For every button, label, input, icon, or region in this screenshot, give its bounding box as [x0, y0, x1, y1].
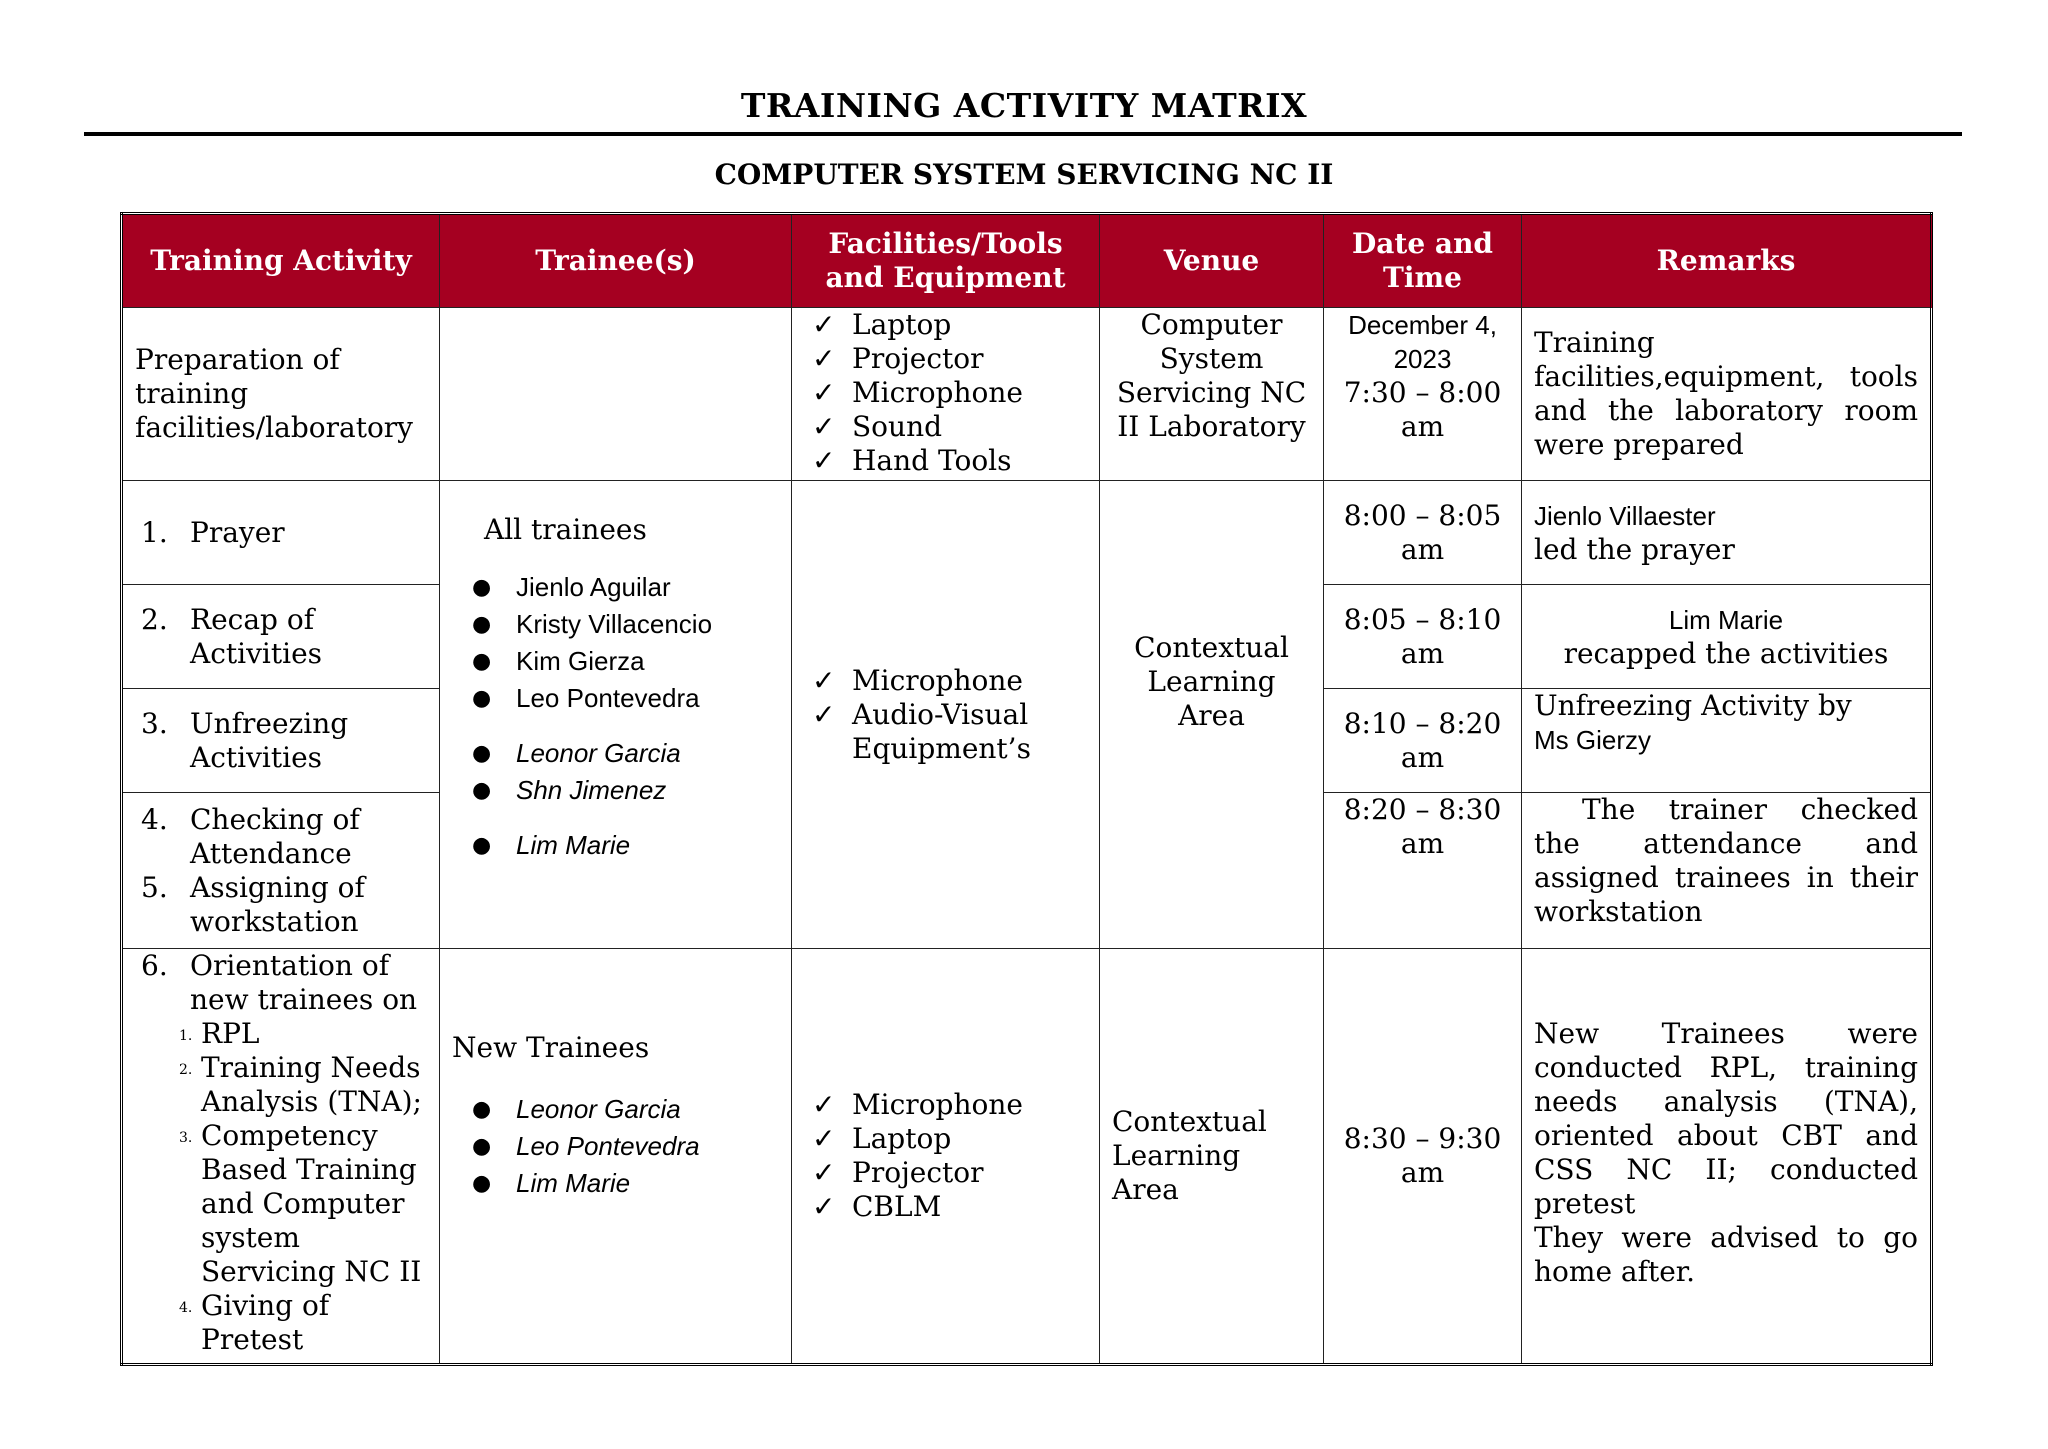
- bullet-icon: ●: [472, 686, 492, 711]
- time-text: 8:00 – 8:05 am: [1343, 498, 1502, 566]
- tool-label: Projector: [852, 1156, 984, 1189]
- list-item: [804, 410, 1087, 444]
- remarks-cell: [1522, 308, 1932, 481]
- activity-cell: [122, 481, 440, 585]
- trainees-cell: [440, 308, 792, 481]
- sub-item-number: 2.: [179, 1062, 193, 1078]
- list-item: [452, 1128, 779, 1165]
- title-rule: [84, 132, 1962, 136]
- check-icon: ✓: [812, 697, 836, 731]
- remarks-text: recapped the activities: [1563, 636, 1889, 670]
- list-item: [135, 949, 427, 1017]
- table-row: [122, 308, 1932, 481]
- header-date-time: Date and Time: [1324, 214, 1522, 308]
- venue-text: Computer System Servicing NC II Laboratory: [1116, 308, 1307, 443]
- remarks-cell: [1522, 481, 1932, 585]
- header-remarks: Remarks: [1522, 214, 1932, 308]
- remarks-name: Lim Marie: [1668, 604, 1784, 635]
- activity-matrix-table: [120, 212, 1933, 1366]
- trainee-name: Lim Marie: [516, 1168, 631, 1198]
- remarks-text: Training facilities,equipment, tools and the laboratory room were prepared: [1534, 326, 1918, 461]
- activity-cell: [122, 585, 440, 689]
- list-item: [804, 444, 1087, 478]
- remarks-text: Unfreezing Activity by: [1534, 689, 1852, 722]
- date-text: December 4, 2023: [1348, 310, 1497, 374]
- time-text: 8:30 – 9:30 am: [1343, 1122, 1502, 1189]
- list-item: [804, 376, 1087, 410]
- spacer: [452, 809, 779, 827]
- activity-text: Prayer: [190, 515, 285, 549]
- list-item: [452, 1165, 779, 1202]
- check-icon: ✓: [812, 1088, 836, 1121]
- header-venue: Venue: [1100, 214, 1324, 308]
- tool-label: Hand Tools: [852, 444, 1012, 477]
- trainee-name: Leo Pontevedra: [516, 683, 700, 713]
- trainees-list: [452, 735, 779, 809]
- header-training-activity: Training Activity: [122, 214, 440, 308]
- tool-label: CBLM: [852, 1190, 942, 1223]
- bullet-icon: ●: [472, 1097, 492, 1122]
- list-item: [804, 1088, 1087, 1122]
- trainees-cell: [440, 481, 792, 949]
- sub-item-text: Competency Based Training and Computer system Servicing NC II: [201, 1119, 422, 1288]
- tools-cell: [792, 481, 1100, 949]
- remarks-name: Jienlo Villaester: [1534, 500, 1716, 531]
- tool-label: Audio-Visual Equipment’s: [852, 697, 1031, 765]
- list-item: [135, 707, 427, 775]
- tool-label: Microphone: [852, 376, 1023, 409]
- list-item: [135, 603, 427, 671]
- list-item: [452, 735, 779, 772]
- trainees-list: [452, 569, 779, 717]
- tool-label: Sound: [852, 410, 943, 443]
- item-number: 3.: [141, 706, 168, 740]
- bullet-icon: ●: [472, 741, 492, 766]
- activity-matrix-frame: [120, 212, 1930, 1366]
- time-text: 7:30 – 8:00 am: [1343, 376, 1502, 443]
- tools-list: [804, 1088, 1087, 1224]
- tool-label: Microphone: [852, 1088, 1023, 1121]
- list-item: [804, 698, 1087, 766]
- bullet-icon: ●: [472, 778, 492, 803]
- check-icon: ✓: [812, 410, 836, 443]
- sub-item-number: 4.: [179, 1300, 193, 1316]
- list-item: [804, 1156, 1087, 1190]
- list-item: [135, 1289, 427, 1357]
- list-item: [452, 680, 779, 717]
- header-trainees: Trainee(s): [440, 214, 792, 308]
- remarks-cell: [1522, 949, 1932, 1365]
- bullet-icon: ●: [472, 833, 492, 858]
- remarks-cell: [1522, 793, 1932, 949]
- remarks-cell: [1522, 585, 1932, 689]
- trainee-name: Lim Marie: [516, 830, 631, 860]
- list-item: [452, 772, 779, 809]
- header-facilities: Facilities/Tools and Equipment: [792, 214, 1100, 308]
- remarks-text: The trainer checked the attendance and assigned trainees in their workstation: [1534, 793, 1918, 928]
- item-number: 2.: [141, 602, 168, 636]
- list-item: [452, 606, 779, 643]
- list-item: [135, 1119, 427, 1289]
- trainee-name: Leo Pontevedra: [516, 1131, 700, 1161]
- tools-cell: [792, 308, 1100, 481]
- trainee-name: Leonor Garcia: [516, 1094, 681, 1124]
- list-item: [804, 664, 1087, 698]
- list-item: [452, 643, 779, 680]
- bullet-icon: ●: [472, 1171, 492, 1196]
- bullet-icon: ●: [472, 1134, 492, 1159]
- activity-text: Recap of Activities: [190, 602, 323, 670]
- list-item: [452, 827, 779, 864]
- trainees-list: [452, 1091, 779, 1202]
- trainee-name: Leonor Garcia: [516, 738, 681, 768]
- activity-text: Orientation of new trainees on: [190, 949, 418, 1016]
- trainees-heading: New Trainees: [452, 1031, 650, 1064]
- trainees-heading: All trainees: [484, 513, 647, 546]
- list-item: [135, 871, 427, 939]
- remarks-text: New Trainees were conducted RPL, training needs analysis (TNA), oriented about CBT and CSS NC II; conducted pretest: [1534, 1017, 1918, 1220]
- spacer: [452, 717, 779, 735]
- sub-item-number: 1.: [179, 1028, 193, 1044]
- list-item: [452, 569, 779, 606]
- activity-cell: [122, 308, 440, 481]
- check-icon: ✓: [812, 1122, 836, 1155]
- venue-text: Contextual Learning Area: [1112, 1105, 1267, 1206]
- list-item: [804, 308, 1087, 342]
- sub-item-text: Training Needs Analysis (TNA);: [201, 1051, 422, 1118]
- document-title: TRAINING ACTIVITY MATRIX: [740, 86, 1308, 125]
- header-row: [122, 214, 1932, 308]
- activity-cell: [122, 689, 440, 793]
- check-icon: ✓: [812, 342, 836, 375]
- time-text: 8:05 – 8:10 am: [1343, 602, 1502, 670]
- time-text: 8:20 – 8:30 am: [1343, 793, 1502, 860]
- check-icon: ✓: [812, 663, 836, 697]
- trainee-name: Jienlo Aguilar: [516, 572, 671, 602]
- list-item: [804, 1122, 1087, 1156]
- activity-text: Checking of Attendance: [190, 802, 360, 870]
- time-cell: [1324, 949, 1522, 1365]
- activity-text: Unfreezing Activities: [190, 706, 349, 774]
- tools-list: [804, 308, 1087, 478]
- activity-cell: [122, 793, 440, 949]
- time-cell: [1324, 793, 1522, 949]
- item-number: 1.: [141, 515, 168, 549]
- table-row: [122, 481, 1932, 585]
- venue-cell: [1100, 308, 1324, 481]
- sub-item-number: 3.: [179, 1130, 193, 1146]
- bullet-icon: ●: [472, 575, 492, 600]
- list-item: [135, 1017, 427, 1051]
- table-row: [122, 949, 1932, 1365]
- check-icon: ✓: [812, 1190, 836, 1223]
- list-item: [135, 1051, 427, 1119]
- remarks-text: They were advised to go home after.: [1534, 1221, 1918, 1288]
- list-item: [452, 1091, 779, 1128]
- trainee-name: Kim Gierza: [516, 646, 645, 676]
- item-number: 4.: [141, 802, 168, 836]
- trainees-list: [452, 827, 779, 864]
- activity-text: Preparation of training facilities/laboratory: [135, 343, 414, 444]
- remarks-cell: [1522, 689, 1932, 793]
- sub-item-text: Giving of Pretest: [201, 1289, 330, 1356]
- list-item: [804, 342, 1087, 376]
- venue-cell: [1100, 481, 1324, 949]
- remarks-text: led the prayer: [1534, 532, 1735, 566]
- sub-item-text: RPL: [201, 1017, 260, 1050]
- tool-label: Laptop: [852, 308, 952, 341]
- time-cell: [1324, 585, 1522, 689]
- time-cell: [1324, 481, 1522, 585]
- item-number: 5.: [141, 870, 168, 904]
- trainee-name: Shn Jimenez: [516, 775, 667, 805]
- venue-text: Contextual Learning Area: [1134, 631, 1289, 732]
- list-item: [804, 1190, 1087, 1224]
- date-time-cell: [1324, 308, 1522, 481]
- venue-cell: [1100, 949, 1324, 1365]
- list-item: [135, 516, 427, 550]
- trainees-cell: [440, 949, 792, 1365]
- tools-cell: [792, 949, 1100, 1365]
- tools-list: [804, 664, 1087, 766]
- check-icon: ✓: [812, 376, 836, 409]
- list-item: [135, 803, 427, 871]
- check-icon: ✓: [812, 444, 836, 477]
- tool-label: Microphone: [852, 663, 1023, 697]
- time-cell: [1324, 689, 1522, 793]
- item-number: 6.: [141, 949, 168, 982]
- activity-cell: [122, 949, 440, 1365]
- activity-text: Assigning of workstation: [190, 870, 365, 938]
- remarks-name: Ms Gierzy: [1534, 725, 1651, 755]
- check-icon: ✓: [812, 1156, 836, 1189]
- check-icon: ✓: [812, 308, 836, 341]
- document-subtitle: COMPUTER SYSTEM SERVICING NC II: [714, 158, 1334, 191]
- trainee-name: Kristy Villacencio: [516, 609, 713, 639]
- bullet-icon: ●: [472, 612, 492, 637]
- bullet-icon: ●: [472, 649, 492, 674]
- time-text: 8:10 – 8:20 am: [1343, 706, 1502, 774]
- tool-label: Projector: [852, 342, 984, 375]
- tool-label: Laptop: [852, 1122, 952, 1155]
